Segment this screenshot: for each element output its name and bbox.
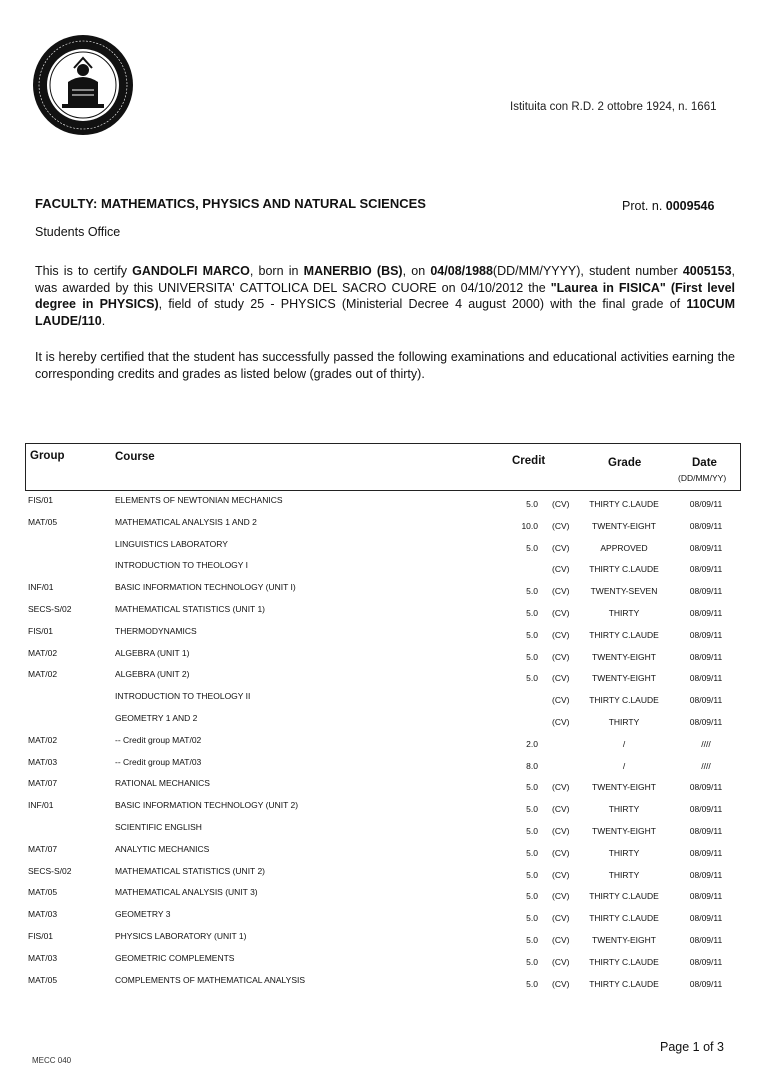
row-date: 08/09/11	[689, 935, 723, 945]
row-course: MATHEMATICAL ANALYSIS 1 AND 2	[115, 516, 257, 527]
row-date: 08/09/11	[689, 629, 723, 640]
row-credit: 5.0	[526, 542, 538, 553]
row-grade: TWENTY-SEVEN	[590, 586, 658, 597]
row-grade: APPROVED	[600, 542, 648, 553]
row-course: ALGEBRA (UNIT 2)	[115, 669, 190, 680]
row-course: INTRODUCTION TO THEOLOGY II	[115, 691, 251, 702]
row-course: RATIONAL MECHANICS	[115, 778, 210, 789]
row-grade: THIRTY	[608, 847, 640, 858]
header-course: Course	[115, 451, 155, 463]
header-group: Group	[30, 450, 65, 462]
row-cv-flag: (CV)	[552, 847, 570, 858]
table-row	[0, 713, 768, 735]
row-cv-flag: (CV)	[552, 586, 570, 597]
row-group: MAT/03	[28, 909, 58, 920]
table-row	[0, 757, 768, 779]
row-date: 08/09/11	[689, 520, 723, 531]
row-group: FIS/01	[28, 495, 54, 505]
certification-paragraph	[35, 263, 735, 329]
row-grade: THIRTY C.LAUDE	[589, 978, 659, 989]
table-row	[0, 866, 768, 888]
row-cv-flag: (CV)	[552, 542, 570, 553]
table-row	[0, 887, 768, 909]
row-cv-flag: (CV)	[552, 826, 570, 836]
row-date: 08/09/11	[689, 499, 723, 509]
row-group: MAT/02	[28, 647, 58, 658]
row-course: MATHEMATICAL STATISTICS (UNIT 2)	[115, 865, 266, 876]
row-date: 08/09/11	[689, 695, 723, 706]
row-course: PHYSICS LABORATORY (UNIT 1)	[115, 931, 247, 941]
row-date: 08/09/11	[689, 869, 723, 880]
row-cv-flag: (CV)	[552, 564, 570, 575]
row-credit: 5.0	[526, 956, 538, 967]
row-date: 08/09/11	[689, 804, 723, 815]
row-grade: /	[622, 760, 626, 771]
row-grade: TWENTY-EIGHT	[592, 826, 656, 836]
row-course: COMPLEMENTS OF MATHEMATICAL ANALYSIS	[115, 974, 306, 985]
row-credit: 5.0	[526, 804, 538, 815]
row-credit: 5.0	[526, 847, 538, 858]
protocol-value: 0009546	[665, 199, 715, 213]
table-row	[0, 560, 768, 582]
row-cv-flag: (CV)	[552, 935, 570, 945]
row-grade: TWENTY-EIGHT	[592, 782, 656, 793]
header-date: Date	[692, 457, 717, 469]
row-grade: THIRTY C.LAUDE	[589, 499, 659, 509]
row-course: GEOMETRY 3	[115, 909, 171, 920]
table-row	[0, 735, 768, 757]
header-credit: Credit	[512, 455, 546, 467]
row-grade: THIRTY C.LAUDE	[589, 956, 659, 967]
row-date: 08/09/11	[689, 608, 723, 618]
row-group: MAT/05	[28, 974, 58, 985]
birthplace: MANERBIO (BS)	[303, 264, 403, 278]
row-credit: 5.0	[526, 673, 538, 684]
table-row	[0, 582, 768, 604]
table-row	[0, 931, 768, 953]
cert-text: , born in	[249, 264, 304, 278]
row-group: MAT/03	[28, 756, 58, 767]
row-course: THERMODYNAMICS	[115, 625, 197, 636]
row-credit: 5.0	[526, 913, 538, 924]
row-credit: 10.0	[521, 520, 538, 531]
row-grade: TWENTY-EIGHT	[592, 651, 656, 662]
row-course: ALGEBRA (UNIT 1)	[115, 647, 190, 658]
row-cv-flag: (CV)	[552, 782, 570, 793]
row-group: FIS/01	[28, 931, 54, 941]
row-grade: THIRTY	[608, 608, 640, 618]
row-course: LINGUISTICS LABORATORY	[115, 538, 228, 549]
row-credit: 5.0	[526, 782, 538, 793]
row-date: 08/09/11	[689, 891, 723, 902]
row-group: MAT/05	[28, 887, 58, 898]
cert-text: (DD/MM/YYYY), student number	[492, 264, 683, 278]
row-cv-flag: (CV)	[552, 891, 570, 902]
row-credit: 2.0	[526, 738, 538, 749]
table-row	[0, 691, 768, 713]
row-course: BASIC INFORMATION TECHNOLOGY (UNIT 2)	[115, 800, 299, 811]
row-group: MAT/05	[28, 516, 58, 527]
row-cv-flag: (CV)	[552, 673, 570, 684]
table-row	[0, 975, 768, 997]
table-row	[0, 909, 768, 931]
row-date: 08/09/11	[689, 673, 723, 684]
row-date: 08/09/11	[689, 651, 723, 662]
row-credit: 5.0	[526, 651, 538, 662]
row-cv-flag: (CV)	[552, 869, 570, 880]
office-name: Students Office	[35, 225, 121, 239]
cert-text: This is to certify	[35, 264, 133, 278]
row-group: MAT/07	[28, 843, 58, 854]
row-grade: THIRTY	[608, 869, 640, 880]
row-course: GEOMETRY 1 AND 2	[115, 713, 198, 723]
row-group: INF/01	[28, 800, 54, 811]
row-cv-flag: (CV)	[552, 520, 570, 531]
row-date: 08/09/11	[689, 542, 723, 553]
row-date: ////	[701, 738, 711, 749]
row-grade: TWENTY-EIGHT	[592, 520, 656, 531]
cert-text: .	[101, 313, 106, 328]
row-cv-flag: (CV)	[552, 717, 570, 727]
protocol-label: Prot. n.	[622, 199, 663, 213]
row-credit: 5.0	[526, 935, 538, 945]
row-group: MAT/03	[28, 952, 58, 963]
row-course: MATHEMATICAL ANALYSIS (UNIT 3)	[115, 887, 258, 898]
row-date: 08/09/11	[689, 782, 723, 793]
row-group: MAT/02	[28, 734, 58, 745]
header-grade: Grade	[608, 457, 642, 469]
final-grade: 110CUM LAUDE/110	[35, 297, 735, 328]
row-date: 08/09/11	[689, 978, 723, 989]
row-date: ////	[701, 760, 711, 771]
exams-intro-paragraph: It is hereby certified that the student has successfully passed the following examinations and educational activities earning the corresponding credits and grades as listed below (grades out of thirty).	[35, 350, 735, 381]
table-row	[0, 778, 768, 800]
row-credit: 5.0	[526, 869, 538, 880]
row-credit: 5.0	[526, 891, 538, 902]
row-credit: 8.0	[526, 760, 538, 771]
table-row	[0, 604, 768, 626]
row-date: 08/09/11	[689, 586, 723, 597]
row-grade: THIRTY C.LAUDE	[589, 891, 659, 902]
row-credit: 5.0	[526, 978, 538, 989]
header-date-format: (DD/MM/YY)	[678, 473, 727, 483]
table-row	[0, 539, 768, 561]
row-group: SECS-S/02	[28, 604, 72, 614]
student-name: GANDOLFI MARCO	[132, 264, 250, 278]
row-course: MATHEMATICAL STATISTICS (UNIT 1)	[115, 604, 266, 614]
row-credit: 5.0	[526, 608, 538, 618]
row-cv-flag: (CV)	[552, 629, 570, 640]
table-row	[0, 517, 768, 539]
row-grade: THIRTY C.LAUDE	[589, 629, 659, 640]
university-seal-icon	[32, 34, 134, 136]
row-course: BASIC INFORMATION TECHNOLOGY (UNIT I)	[115, 582, 296, 593]
row-grade: THIRTY C.LAUDE	[589, 695, 659, 706]
row-credit: 5.0	[526, 826, 538, 836]
row-date: 08/09/11	[689, 956, 723, 967]
row-credit: 5.0	[526, 629, 538, 640]
row-course: GEOMETRIC COMPLEMENTS	[115, 952, 235, 963]
row-cv-flag: (CV)	[552, 695, 570, 706]
row-course: ELEMENTS OF NEWTONIAN MECHANICS	[115, 495, 283, 505]
table-row	[0, 822, 768, 844]
institution-decree-note: Istituita con R.D. 2 ottobre 1924, n. 1661	[510, 101, 717, 113]
row-cv-flag: (CV)	[552, 499, 570, 509]
table-row	[0, 669, 768, 691]
row-grade: TWENTY-EIGHT	[592, 935, 656, 945]
table-row	[0, 495, 768, 517]
row-course: -- Credit group MAT/03	[115, 756, 202, 767]
degree-title: "Laurea in FISICA" (First level degree in PHYSICS)	[35, 280, 735, 311]
row-grade: THIRTY	[608, 717, 640, 727]
row-grade: THIRTY	[608, 804, 640, 815]
table-row	[0, 626, 768, 648]
row-cv-flag: (CV)	[552, 608, 570, 618]
row-cv-flag: (CV)	[552, 978, 570, 989]
row-cv-flag: (CV)	[552, 913, 570, 924]
row-date: 08/09/11	[689, 826, 723, 836]
row-group: INF/01	[28, 582, 54, 593]
row-course: INTRODUCTION TO THEOLOGY I	[115, 560, 249, 571]
row-credit: 5.0	[526, 499, 538, 509]
cert-text: , on	[402, 264, 431, 278]
row-grade: /	[622, 738, 626, 749]
row-course: SCIENTIFIC ENGLISH	[115, 822, 202, 832]
row-date: 08/09/11	[689, 913, 723, 924]
table-row	[0, 844, 768, 866]
row-cv-flag: (CV)	[552, 651, 570, 662]
cert-text: , field of study 25 - PHYSICS (Ministerial Decree 4 august 2000) with the final grade of	[158, 297, 687, 311]
row-cv-flag: (CV)	[552, 956, 570, 967]
faculty-title: FACULTY: MATHEMATICS, PHYSICS AND NATURAL SCIENCES	[35, 196, 426, 211]
row-date: 08/09/11	[689, 847, 723, 858]
row-date: 08/09/11	[689, 717, 723, 727]
row-group: SECS-S/02	[28, 865, 72, 876]
row-group: MAT/07	[28, 778, 58, 789]
row-date: 08/09/11	[689, 564, 723, 575]
row-group: MAT/02	[28, 669, 58, 680]
table-row	[0, 800, 768, 822]
document-code: MECC 040	[32, 1056, 72, 1065]
table-row	[0, 648, 768, 670]
row-credit: 5.0	[526, 586, 538, 597]
row-course: -- Credit group MAT/02	[115, 734, 202, 745]
table-row	[0, 953, 768, 975]
cert-text: , was awarded by this UNIVERSITA' CATTOLICA DEL SACRO CUORE on 04/10/2012 the	[35, 264, 736, 295]
protocol-number	[622, 199, 714, 213]
row-grade: THIRTY C.LAUDE	[589, 913, 659, 924]
row-cv-flag: (CV)	[552, 804, 570, 815]
row-grade: TWENTY-EIGHT	[592, 673, 656, 684]
student-number: 4005153	[682, 264, 732, 278]
row-grade: THIRTY C.LAUDE	[589, 564, 659, 575]
birthdate: 04/08/1988	[430, 264, 493, 278]
page-number: Page 1 of 3	[660, 1040, 724, 1054]
row-group: FIS/01	[28, 625, 54, 636]
row-course: ANALYTIC MECHANICS	[115, 843, 210, 854]
